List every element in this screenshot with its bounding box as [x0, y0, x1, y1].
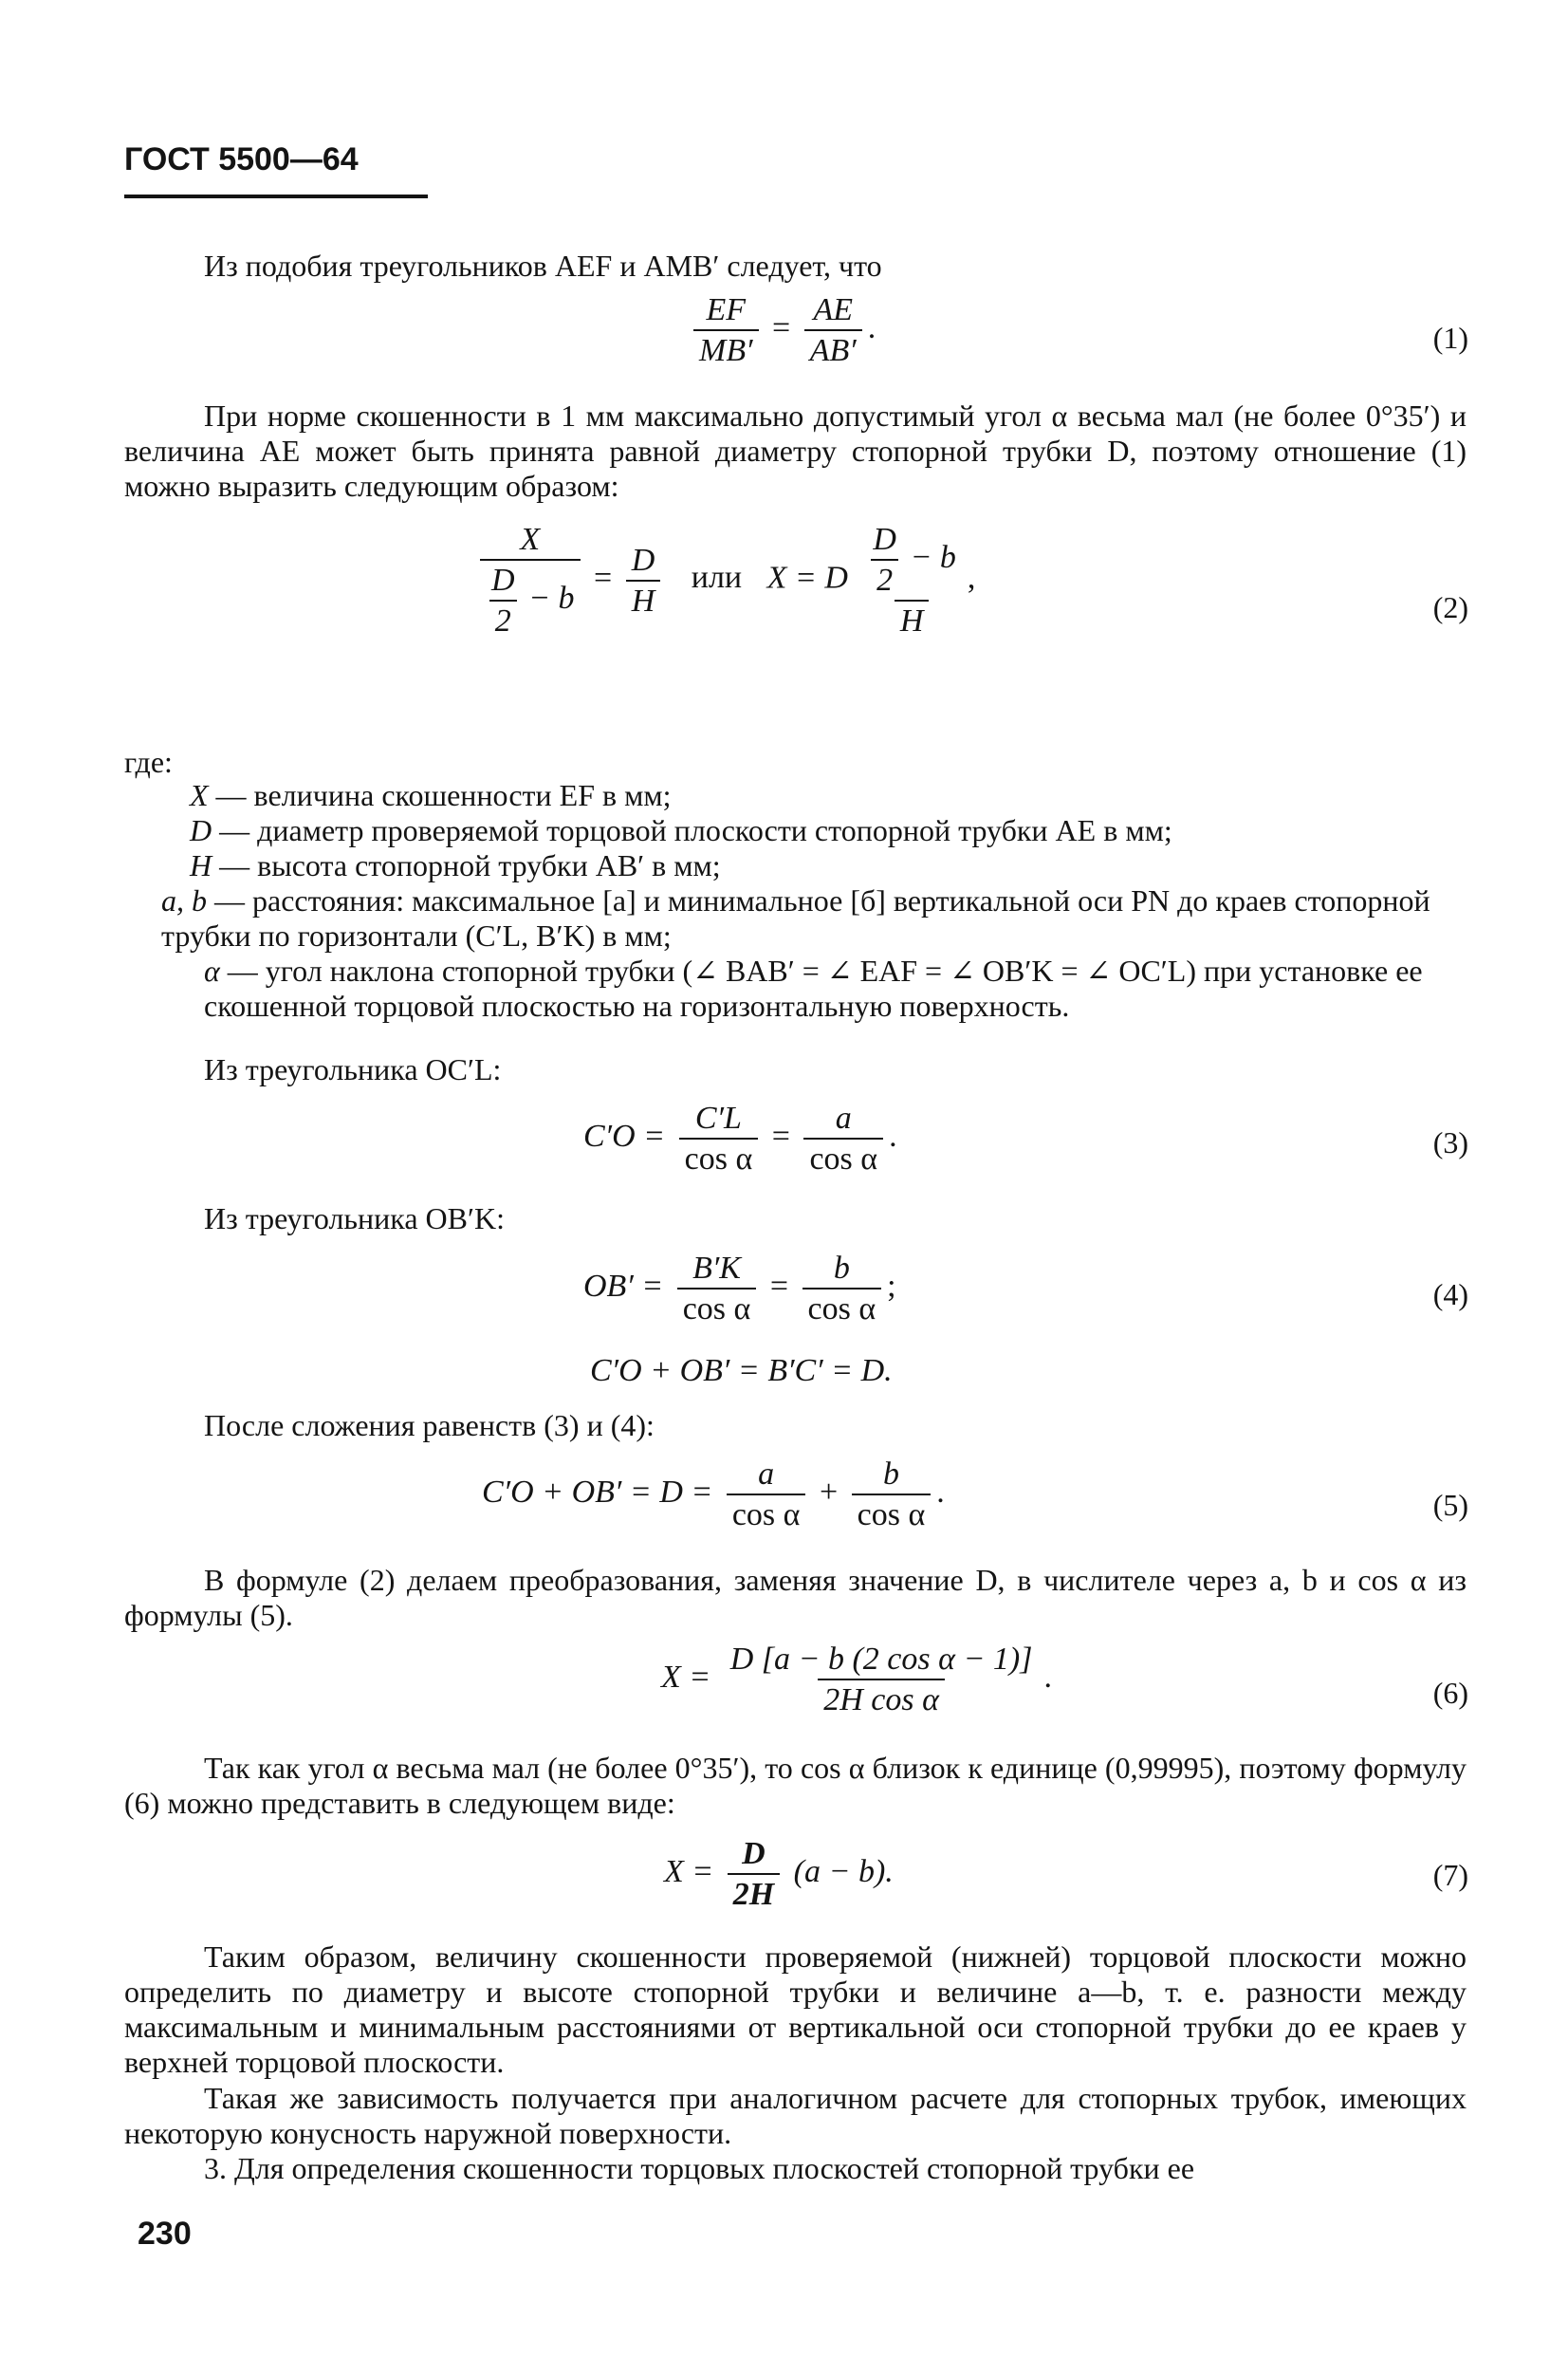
definition-term: D [190, 813, 212, 847]
paragraph-summation: После сложения равенств (3) и (4): [204, 1408, 655, 1442]
equation-2-number: (2) [1432, 590, 1468, 624]
equation-7 [664, 1836, 894, 1912]
eq2-h: H [626, 580, 661, 619]
eq1-num2: AE [813, 292, 853, 327]
document-code: ГОСТ 5500—64 [124, 141, 359, 177]
eq4-num1: B′K [692, 1251, 741, 1286]
equation-6: X = $\frac{\text{D [a − b (2 cos α − 1)]}}{\text{2H cos α}}$ . [661, 1642, 1052, 1717]
definition-term: a, b [161, 883, 207, 918]
equation-3-number: (3) [1432, 1125, 1468, 1160]
eq3-lhs: C′O = [583, 1118, 666, 1154]
eq6-den: 2H cos α [818, 1679, 945, 1717]
equation-1-number: (1) [1432, 321, 1468, 355]
header-rule [124, 195, 428, 198]
paragraph-norm: При норме скошенности в 1 мм максимально допустимый угол α весьма мал (не более 0°35′) и величина AE может быть принята равной диаметру стопорной трубки D, поэтому отношение (1) можно выразить следующим образом: [124, 399, 1467, 503]
paragraph-conicity: Такая же зависимость получается при аналогичном расчете для стопорных трубок, имеющих некоторую конусность наружной поверхности. [124, 2081, 1467, 2150]
equation-5: C′O + OB′ = D = $\frac{a}{\text{cos α}}$ + $\frac{b}{\text{cos α}}$ . [482, 1457, 945, 1532]
eq3-den1: cos α [679, 1138, 759, 1177]
where-label: где: [124, 745, 173, 779]
eq1-den1: MB′ [693, 329, 759, 368]
eq5-den1: cos α [727, 1494, 806, 1532]
definition-term: α [204, 954, 220, 988]
paragraph-triangle-obk: Из треугольника OB′K: [204, 1201, 505, 1235]
eq2-minus-b: − b [528, 580, 575, 616]
paragraph-conclusion: Таким образом, величину скошенности проверяемой (нижней) торцовой плоскости можно определить по диаметру и высоте стопорной трубки и величине a—b, т. е. разности между максимальным и минимальным расстояниями от вертикальной оси стопорной трубки до ее краев у верхней торцовой плоскости. [124, 1939, 1467, 2079]
equation-3: C′O = $\frac{C'L}{\text{cos α}}$ = $\frac{a}{\text{cos α}}$ . [583, 1101, 897, 1177]
eq2-rhs-minus-b: − b [910, 539, 956, 575]
eq3-num2: a [835, 1101, 852, 1136]
eq4-den1: cos α [677, 1288, 757, 1327]
eq7-rhs: (a − b). [793, 1853, 894, 1889]
definition-d [190, 813, 1467, 848]
eq5-lhs: C′O + OB′ = D = [482, 1474, 713, 1510]
definition-text: — высота стопорной трубки AB′ в мм; [219, 848, 721, 882]
paragraph-triangle-ocl: Из треугольника OC′L: [204, 1052, 502, 1086]
paragraph-item-3: 3. Для определения скошенности торцовых плоскостей стопорной трубки ее [204, 2151, 1195, 2185]
definition-alpha [204, 954, 1467, 1024]
eq6-lhs: X = [661, 1659, 711, 1695]
eq6-num: D [a − b (2 cos α − 1)] [729, 1642, 1033, 1677]
paragraph-cos: Так как угол α весьма мал (не более 0°35′), то cos α близок к единице (0,99995), поэтому формулу (6) можно представить в следующем виде: [124, 1751, 1467, 1820]
eq2-or: или [691, 560, 743, 596]
eq4-lhs: OB′ = [583, 1268, 664, 1304]
eq3-den2: cos α [803, 1138, 883, 1177]
eq2-two: 2 [489, 600, 517, 639]
definition-x [190, 778, 1467, 813]
definition-text: — расстояния: максимальное [a] и минимальное [б] вертикальной оси PN до краев стопорной трубки по горизонтали (C′L, B′K) в мм; [161, 883, 1430, 953]
eq1-num1: EF [706, 292, 747, 327]
page-number: 230 [138, 2216, 192, 2252]
eq5-den2: cos α [852, 1494, 932, 1532]
definition-h [190, 848, 1467, 883]
eq2-rhs-d: D [873, 522, 896, 557]
eq2-rhs-two: 2 [871, 559, 898, 598]
eq2-d-over-2-num: D [491, 563, 515, 598]
equation-1: $\frac{EF}{MB'}$ = $\frac{AE}{AB'}$ . [688, 292, 876, 368]
eq4-num2: b [833, 1251, 850, 1286]
equation-4b: C′O + OB′ = B′C′ = D. [590, 1353, 893, 1388]
eq2-d: D [631, 542, 655, 578]
equation-5-number: (5) [1432, 1488, 1468, 1522]
definition-ab [161, 883, 1467, 954]
eq3-num1: C′L [694, 1101, 742, 1136]
definition-text: — угол наклона стопорной трубки (∠ BAB′ = ∠ EAF = ∠ OB′K = ∠ OC′L) при установке ее скошенной торцовой плоскостью на горизонтальную поверхность. [204, 954, 1423, 1023]
eq2-x: X [520, 522, 541, 557]
eq7-num: D [742, 1836, 766, 1871]
equation-7-number: (7) [1432, 1858, 1468, 1892]
eq5-num2: b [882, 1457, 899, 1492]
eq4-den2: cos α [802, 1288, 882, 1327]
eq7-den: 2H [728, 1873, 780, 1912]
eq1-den2: AB′ [804, 329, 862, 368]
eq2-lhs: X = D [766, 560, 848, 596]
equation-4: OB′ = $\frac{B'K}{\text{cos α}}$ = $\frac{b}{\text{cos α}}$ ; [583, 1251, 896, 1327]
eq2-rhs-h: H [895, 600, 930, 639]
equation-4-number: (4) [1432, 1277, 1468, 1311]
paragraph-transform: В формуле (2) делаем преобразования, заменяя значение D, в числителе через a, b и cos α из формулы (5). [124, 1563, 1467, 1632]
eq5-num1: a [758, 1457, 775, 1492]
eq7-lhs: X = [664, 1853, 714, 1889]
definition-text: — диаметр проверяемой торцовой плоскости стопорной трубки AE в мм; [219, 813, 1172, 847]
equation-6-number: (6) [1432, 1676, 1468, 1710]
definition-term: X [190, 778, 209, 812]
definition-term: H [190, 848, 212, 882]
paragraph-similarity: Из подобия треугольников AEF и AMB′ следует, что [204, 249, 882, 283]
definition-text: — величина скошенности EF в мм; [215, 778, 672, 812]
equation-2: X $\frac{D}{2}$ − b = $\frac{D}{H}$ или X = D $\frac{D}{2}$ − b H , [474, 522, 975, 639]
